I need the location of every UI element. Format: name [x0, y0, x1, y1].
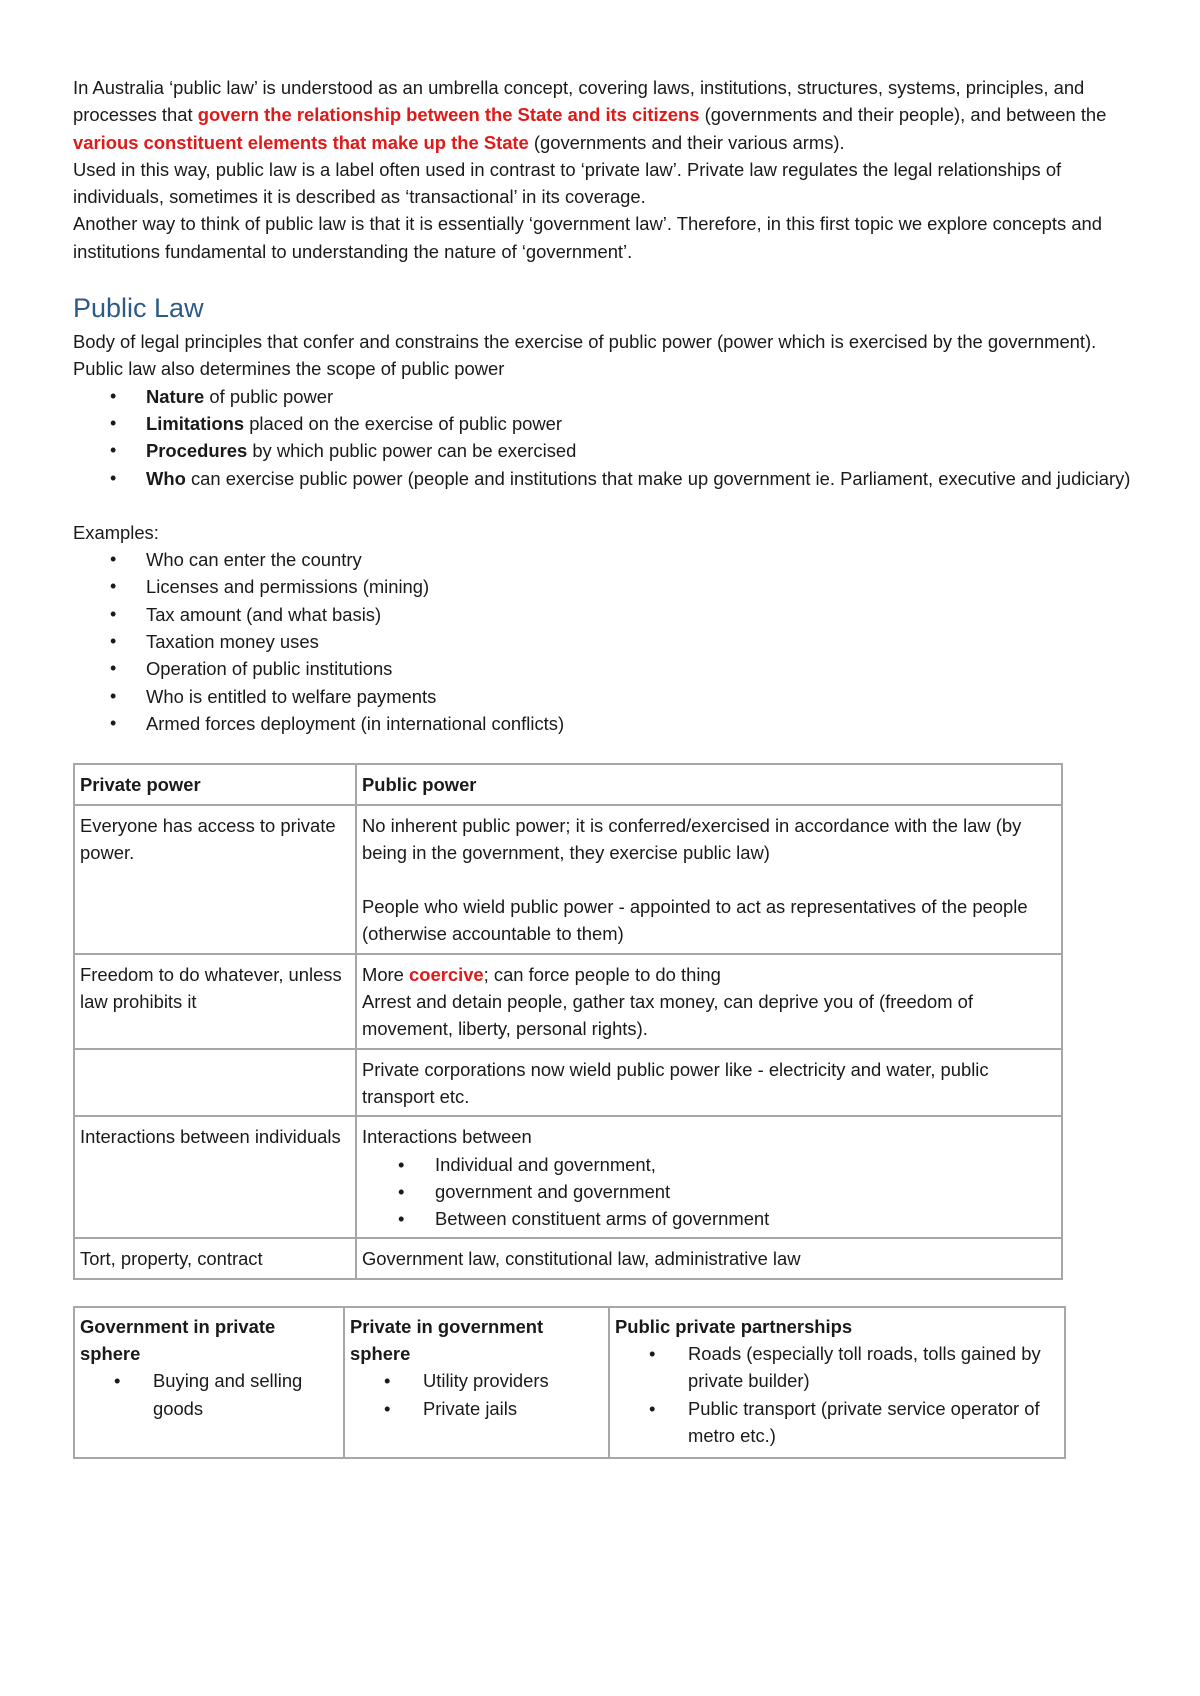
table-cell: Private corporations now wield public power like - electricity and water, public transport etc. — [356, 1049, 1062, 1117]
table-cell — [356, 954, 1062, 1049]
bullet-icon: • — [114, 1370, 121, 1392]
definition-paragraph: Body of legal principles that confer and constrains the exercise of public power (power which is exercised by the government). Public law also determines the scope of public power — [73, 331, 1097, 380]
column-list — [350, 1367, 603, 1422]
table-cell: Tort, property, contract — [74, 1238, 356, 1278]
bullet-icon: • — [110, 576, 117, 597]
table-header-cell: Public power — [356, 764, 1062, 804]
intro-text: In Australia ‘public law’ is understood as an umbrella concept, covering laws, institutions, structures, systems, principles, and processes that — [73, 77, 1085, 126]
table-row — [74, 805, 1062, 954]
list-item: • Armed forces deployment (in international conflicts) — [73, 710, 1133, 737]
list-item: • Operation of public institutions — [73, 655, 1133, 682]
list-item: • Tax amount (and what basis) — [73, 601, 1133, 628]
bullet-icon: • — [384, 1370, 391, 1392]
document-body — [73, 74, 1133, 1459]
table-cell: Everyone has access to private power. — [74, 805, 356, 954]
list-item: • Nature of public power — [73, 383, 1133, 410]
list-item: • Public transport (private service operator of metro etc.) — [615, 1395, 1059, 1450]
column-heading: Private in government sphere — [350, 1315, 544, 1364]
column-list — [80, 1367, 338, 1422]
bullet-icon: • — [649, 1342, 656, 1364]
bullet-icon: • — [110, 467, 117, 488]
interactions-list — [362, 1151, 1056, 1233]
highlight-text: govern the relationship between the State and its citizens — [197, 104, 700, 126]
intro-paragraph-3: Another way to think of public law is that it is essentially ‘government law’. Therefore, in this first topic we explore concepts and institutions fundamental to understanding the nature of ‘government’. — [73, 213, 1103, 262]
list-item: • Licenses and permissions (mining) — [73, 573, 1133, 600]
list-item: • Who can enter the country — [73, 546, 1133, 573]
table-header-cell: Private power — [74, 764, 356, 804]
list-item: • Individual and government, — [362, 1151, 1056, 1178]
sphere-table — [73, 1306, 1066, 1459]
intro-text: (governments and their various arms). — [528, 131, 845, 153]
table-cell: Government law, constitutional law, administrative law — [356, 1238, 1062, 1278]
table-cell — [74, 1049, 356, 1117]
examples-label: Examples: — [73, 521, 159, 543]
table-cell — [356, 805, 1062, 954]
list-item: • Between constituent arms of government — [362, 1205, 1056, 1232]
list-item: • Who can exercise public power (people and institutions that make up government ie. Parliament, executive and judiciary) — [73, 465, 1133, 492]
table-cell: Freedom to do whatever, unless law prohibits it — [74, 954, 356, 1049]
table-row — [74, 1307, 1065, 1458]
list-item: • Utility providers — [350, 1367, 603, 1394]
bullet-icon: • — [110, 385, 117, 406]
table-row — [74, 1049, 1062, 1117]
bullet-icon: • — [110, 440, 117, 461]
list-item: • Limitations placed on the exercise of public power — [73, 410, 1133, 437]
table-row — [74, 1116, 1062, 1238]
list-item: • Private jails — [350, 1395, 603, 1422]
cell-paragraph: Interactions between — [362, 1126, 532, 1148]
column-heading: Public private partnerships — [615, 1315, 853, 1337]
bullet-icon: • — [384, 1397, 391, 1419]
bullet-icon: • — [398, 1153, 405, 1175]
table-cell: Interactions between individuals — [74, 1116, 356, 1238]
cell-paragraph: No inherent public power; it is conferred/exercised in accordance with the law (by being in the government, they exercise public law) — [362, 814, 1022, 863]
examples-list — [73, 546, 1133, 737]
table-row — [74, 1238, 1062, 1278]
list-item: • Buying and selling goods — [80, 1367, 338, 1422]
bullet-icon: • — [110, 685, 117, 706]
list-item: • Who is entitled to welfare payments — [73, 683, 1133, 710]
table-row — [74, 954, 1062, 1049]
bullet-icon: • — [110, 412, 117, 433]
bullet-icon: • — [398, 1180, 405, 1202]
cell-paragraph: People who wield public power - appointed to act as representatives of the people (otherwise accountable to them) — [362, 896, 1028, 945]
cell-paragraph: More coercive; can force people to do thing — [362, 963, 721, 985]
bullet-icon: • — [398, 1208, 405, 1230]
list-item: • Procedures by which public power can be exercised — [73, 437, 1133, 464]
intro-text: (governments and their people), and between the — [699, 104, 1107, 126]
column-list — [615, 1340, 1059, 1449]
table-cell — [344, 1307, 609, 1458]
table-header-row — [74, 764, 1062, 804]
list-item: • Taxation money uses — [73, 628, 1133, 655]
bullet-icon: • — [110, 658, 117, 679]
highlight-text: various constituent elements that make up the State — [73, 131, 529, 153]
table-cell — [356, 1116, 1062, 1238]
intro-paragraph-1 — [73, 74, 1133, 156]
bullet-icon: • — [110, 631, 117, 652]
intro-paragraph-2: Used in this way, public law is a label often used in contrast to ‘private law’. Private law regulates the legal relationships of individuals, sometimes it is described as ‘transactional’ in its coverage. — [73, 158, 1062, 208]
bullet-icon: • — [110, 603, 117, 624]
column-heading: Government in private sphere — [80, 1315, 276, 1364]
bullet-icon: • — [110, 712, 117, 733]
list-item: • government and government — [362, 1178, 1056, 1205]
aspects-list — [73, 383, 1133, 492]
private-vs-public-table — [73, 763, 1063, 1279]
cell-paragraph: Arrest and detain people, gather tax money, can deprive you of (freedom of movement, liberty, personal rights). — [362, 991, 973, 1040]
section-heading: Public Law — [73, 293, 204, 324]
bullet-icon: • — [649, 1397, 656, 1419]
list-item: • Roads (especially toll roads, tolls gained by private builder) — [615, 1340, 1059, 1395]
table-cell — [74, 1307, 344, 1458]
highlight-text: coercive — [409, 963, 484, 985]
table-cell — [609, 1307, 1065, 1458]
bullet-icon: • — [110, 549, 117, 570]
